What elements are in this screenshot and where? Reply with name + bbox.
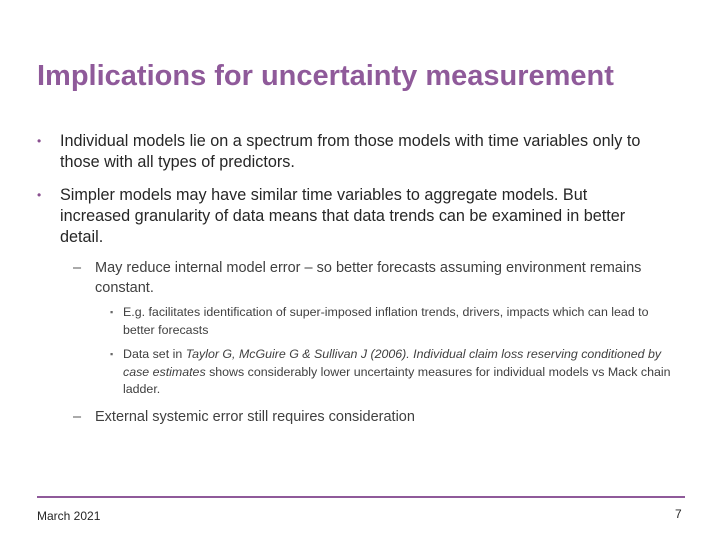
sub-bullet-marker: – bbox=[73, 260, 82, 276]
bullet-text: Individual models lie on a spectrum from those models with time variables only to those with all types of predictors. bbox=[60, 132, 641, 171]
sub-sub-bullet-marker: ▪ bbox=[110, 349, 114, 359]
citation-prefix: Data set in bbox=[123, 347, 186, 361]
bullet-item bbox=[37, 131, 660, 173]
slide-title: Implications for uncertainty measurement bbox=[37, 60, 614, 92]
sub-sub-bullet-marker: ▪ bbox=[110, 307, 114, 317]
bullet-text: Simpler models may have similar time variables to aggregate models. But increased granularity of data means that data trends can be examined in better detail. bbox=[60, 186, 626, 246]
page-number: 7 bbox=[675, 507, 682, 521]
sub-bullet-text: May reduce internal model error – so better forecasts assuming environment remains constant. bbox=[95, 260, 642, 296]
sub-sub-bullet-text: E.g. facilitates identification of super-imposed inflation trends, drivers, impacts which can lead to better forecasts bbox=[123, 305, 649, 337]
sub-sub-bullet-item bbox=[110, 346, 683, 399]
sub-bullet-item bbox=[73, 407, 655, 427]
footer-date: March 2021 bbox=[37, 509, 101, 523]
bullet-marker: • bbox=[37, 188, 42, 202]
bullet-item bbox=[37, 185, 660, 248]
sub-bullet-marker: – bbox=[73, 409, 82, 425]
sub-bullet-item bbox=[73, 258, 655, 298]
sub-bullet-text: External systemic error still requires consideration bbox=[95, 409, 415, 425]
footer-divider bbox=[37, 496, 685, 498]
citation-reference: Taylor G, McGuire G & Sullivan J (2006). Individual claim loss reserving conditioned by case estimates bbox=[123, 347, 662, 379]
bullet-marker: • bbox=[37, 134, 42, 148]
sub-sub-bullet-item bbox=[110, 304, 683, 339]
citation-suffix: shows considerably lower uncertainty measures for individual models vs Mack chain ladder. bbox=[123, 364, 671, 396]
